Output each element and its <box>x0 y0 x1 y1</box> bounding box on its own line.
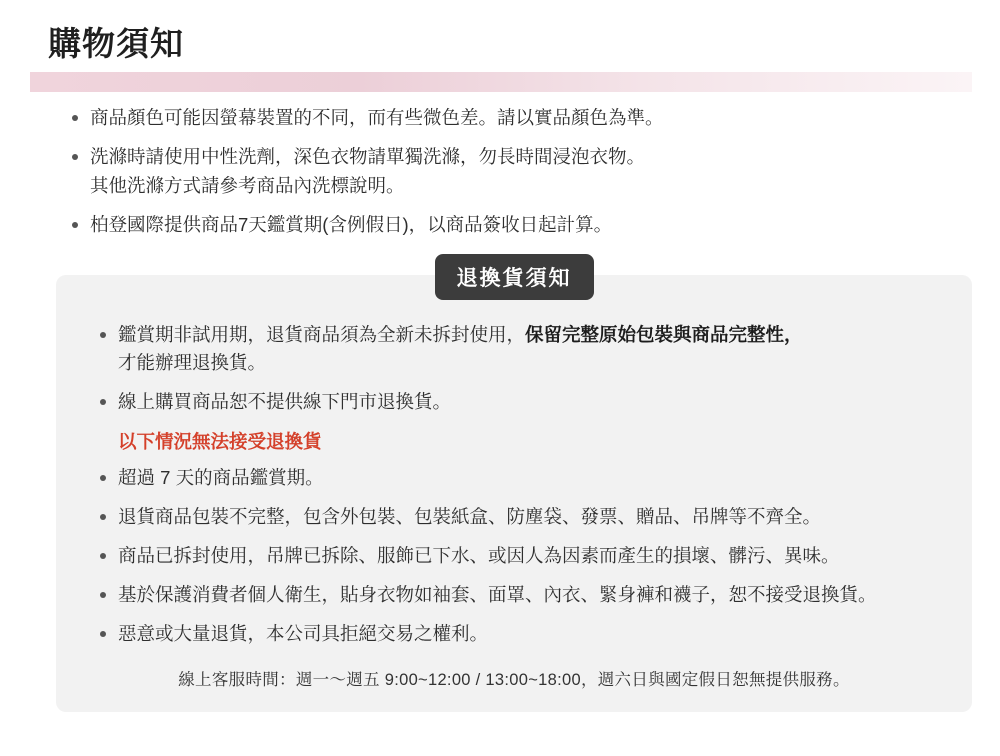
shopping-notice-list <box>68 104 972 238</box>
policy-emphasis: 保留完整原始包裝與商品完整性， <box>525 323 803 345</box>
policy-subtext: 才能辦理退換貨。 <box>118 351 267 373</box>
list-item <box>96 321 932 377</box>
warning-title: 以下情況無法接受退換貨 <box>118 431 322 453</box>
list-item <box>68 104 972 132</box>
shopping-notice-section <box>0 104 1000 238</box>
list-item <box>96 464 932 492</box>
page-title: 購物須知 <box>48 25 184 62</box>
customer-service-hours: 線上客服時間：週一～週五 9:00~12:00 / 13:00~18:00，週六日與國定假日恕無提供服務。 <box>178 671 850 690</box>
list-item <box>96 388 932 416</box>
policy-text: 線上購買商品恕不提供線下門市退換貨。 <box>118 390 452 412</box>
notice-text: 柏登國際提供商品7天鑑賞期(含例假日)，以商品簽收日起計算。 <box>90 213 613 235</box>
list-item <box>96 542 932 570</box>
policy-text: 鑑賞期非試用期，退貨商品須為全新未拆封使用， <box>118 323 526 345</box>
warning-list <box>96 464 932 649</box>
notice-text: 商品顏色可能因螢幕裝置的不同，而有些微色差。請以實品顏色為準。 <box>90 107 664 129</box>
warning-text: 退貨商品包裝不完整，包含外包裝、包裝紙盒、防塵袋、發票、贈品、吊牌等不齊全。 <box>118 505 822 527</box>
notice-text: 洗滌時請使用中性洗劑，深色衣物請單獨洗滌，勿長時間浸泡衣物。 <box>90 146 646 168</box>
return-policy-list <box>96 321 932 416</box>
warning-text: 商品已拆封使用，吊牌已拆除、服飾已下水、或因人為因素而產生的損壞、髒污、異味。 <box>118 545 840 567</box>
warning-text: 基於保護消費者個人衛生，貼身衣物如袖套、面罩、內衣、緊身褲和襪子，恕不接受退換貨。 <box>118 584 877 606</box>
list-item <box>96 581 932 609</box>
list-item <box>96 620 932 648</box>
warning-text: 惡意或大量退貨，本公司具拒絕交易之權利。 <box>118 623 489 645</box>
warning-text: 超過 7 天的商品鑑賞期。 <box>118 466 324 488</box>
list-item <box>96 503 932 531</box>
shopping-notice-page <box>0 26 1000 756</box>
return-policy-badge: 退換貨須知 <box>435 254 594 300</box>
list-item <box>68 211 972 239</box>
return-policy-panel <box>56 266 972 713</box>
list-item <box>68 143 972 199</box>
notice-subtext: 其他洗滌方式請參考商品內洗標說明。 <box>90 174 405 196</box>
return-policy-title-wrap <box>56 254 972 300</box>
page-heading <box>0 26 1000 62</box>
heading-gradient-bar <box>30 72 972 92</box>
